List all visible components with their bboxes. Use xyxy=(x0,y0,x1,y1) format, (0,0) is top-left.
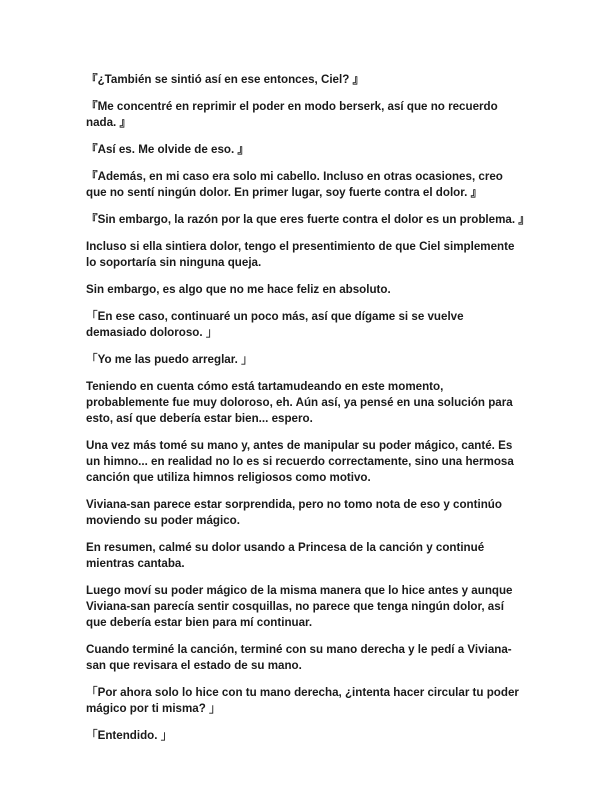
dialogue-paragraph: 「Por ahora solo lo hice con tu mano derecha, ¿intenta hacer circular tu poder mágico por ti misma? 」 xyxy=(86,686,519,715)
dialogue-paragraph: 「Entendido. 」 xyxy=(86,729,173,742)
narration-paragraph: En resumen, calmé su dolor usando a Princesa de la canción y continué mientras cantaba. xyxy=(86,541,485,570)
dialogue-paragraph: 『¿También se sintió así en ese entonces, Ciel? 』 xyxy=(86,73,365,86)
narration-paragraph: Incluso si ella sintiera dolor, tengo el presentimiento de que Ciel simplemente lo soportaría sin ninguna queja. xyxy=(86,240,515,269)
narration-paragraph: Sin embargo, es algo que no me hace feliz en absoluto. xyxy=(86,283,391,296)
document-body xyxy=(86,72,530,755)
dialogue-paragraph: 「Yo me las puedo arreglar. 」 xyxy=(86,353,253,366)
dialogue-paragraph: 『Me concentré en reprimir el poder en modo berserk, así que no recuerdo nada. 』 xyxy=(86,100,498,129)
narration-paragraph: Viviana-san parece estar sorprendida, pero no tomo nota de eso y continúo moviendo su poder mágico. xyxy=(86,498,502,527)
dialogue-paragraph: 「En ese caso, continuaré un poco más, así que dígame si se vuelve demasiado doloroso. 」 xyxy=(86,310,464,339)
narration-paragraph: Luego moví su poder mágico de la misma manera que lo hice antes y aunque Viviana-san parecía sentir cosquillas, no parece que tenga ningún dolor, así que debería estar bien para mí continuar. xyxy=(86,584,513,629)
narration-paragraph: Teniendo en cuenta cómo está tartamudeando en este momento, probablemente fue muy doloroso, eh. Aún así, ya pensé en una solución para esto, así que debería estar bien... espero. xyxy=(86,380,513,425)
dialogue-paragraph: 『Sin embargo, la razón por la que eres fuerte contra el dolor es un problema. 』 xyxy=(86,213,530,226)
dialogue-paragraph: 『Así es. Me olvide de eso. 』 xyxy=(86,143,250,156)
dialogue-paragraph: 『Además, en mi caso era solo mi cabello. Incluso en otras ocasiones, creo que no sentí ningún dolor. En primer lugar, soy fuerte contra el dolor. 』 xyxy=(86,170,503,199)
narration-paragraph: Cuando terminé la canción, terminé con su mano derecha y le pedí a Viviana-san que revisara el estado de su mano. xyxy=(86,643,512,672)
narration-paragraph: Una vez más tomé su mano y, antes de manipular su poder mágico, canté. Es un himno... en realidad no lo es si recuerdo correctamente, sino una hermosa canción que utiliza himnos religiosos como motivo. xyxy=(86,439,514,484)
